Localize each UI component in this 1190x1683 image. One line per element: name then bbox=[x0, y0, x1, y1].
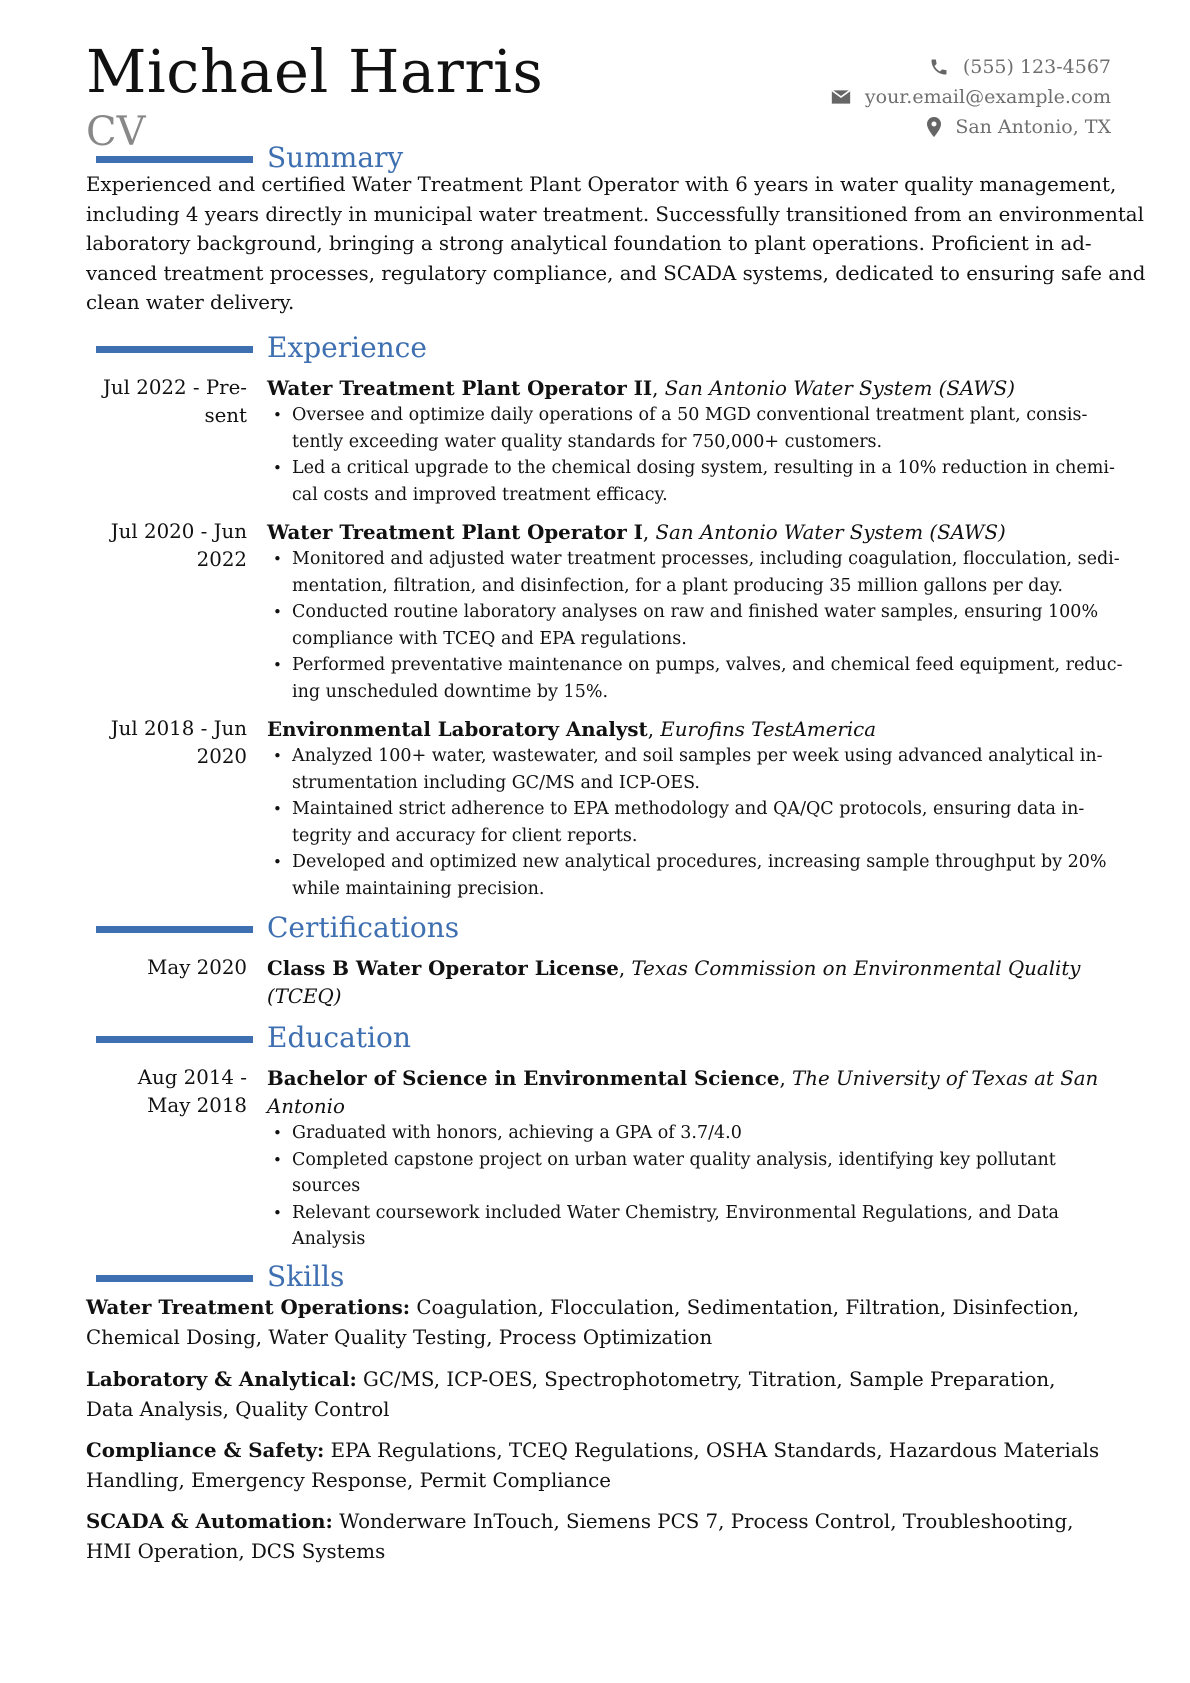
entry-date: Aug 2014 - May 2018 bbox=[137, 1066, 247, 1117]
certification-name: Class B Water Operator License bbox=[267, 956, 619, 980]
contact-email[interactable] bbox=[831, 82, 1111, 112]
school: The University of Texas at San bbox=[792, 1067, 1099, 1090]
section-skills bbox=[86, 1260, 1111, 1295]
list-item: • Oversee and optimize daily operations of a 50 MGD conventional treatment plant, consis- tently exceeding water quality standards for 750,000+ customers. bbox=[267, 402, 1115, 455]
job-title: Water Treatment Plant Operator II bbox=[267, 376, 653, 400]
summary-line: clean water delivery. bbox=[86, 291, 295, 314]
entry-bullets bbox=[267, 743, 1107, 902]
summary-line: including 4 years directly in municipal water treatment. Successfully transitioned from an environmental bbox=[86, 202, 1144, 226]
issuer: Texas Commission on Environmental Quality bbox=[631, 957, 1081, 980]
candidate-name: Michael Harris bbox=[86, 37, 544, 106]
list-item: • Graduated with honors, achieving a GPA of 3.7/4.0 bbox=[267, 1120, 1059, 1147]
section-certifications bbox=[86, 911, 1111, 946]
entry-bullets bbox=[267, 546, 1123, 705]
summary-line: laboratory background, bringing a strong analytical foundation to plant operations. Proficient in ad- bbox=[86, 232, 1092, 255]
entry-heading: Bachelor of Science in Environmental Science, The University of Texas at San Antonio bbox=[267, 1066, 1099, 1118]
contact-location bbox=[831, 112, 1111, 142]
job-title: Water Treatment Plant Operator I bbox=[267, 520, 643, 544]
map-marker-icon bbox=[927, 117, 941, 137]
skill-label: SCADA & Automation: bbox=[86, 1509, 333, 1533]
section-divider bbox=[96, 1036, 253, 1043]
summary-line: Experienced and certified Water Treatment Plant Operator with 6 years in water quality management, bbox=[86, 173, 1117, 196]
skill-values: Chemical Dosing, Water Quality Testing, Process Optimization bbox=[86, 1325, 713, 1349]
section-title: Certifications bbox=[267, 911, 460, 944]
document-type: CV bbox=[86, 109, 146, 155]
section-title: Summary bbox=[267, 141, 404, 174]
phone-text: (555) 123-4567 bbox=[962, 56, 1111, 78]
list-item: • Performed preventative maintenance on pumps, valves, and chemical feed equipment, reduc- ing unscheduled downtime by 15%. bbox=[267, 652, 1123, 705]
list-item: • Analyzed 100+ water, wastewater, and soil samples per week using advanced analytical in- strumentation including GC/MS and ICP-OES. bbox=[267, 743, 1107, 796]
section-divider bbox=[96, 156, 253, 163]
skill-values: GC/MS, ICP-OES, Spectrophotometry, Titration, Sample Preparation, bbox=[356, 1368, 1056, 1391]
summary-text bbox=[86, 170, 1146, 318]
skill-group bbox=[86, 1365, 1111, 1424]
email-text: your.email@example.com bbox=[864, 86, 1111, 108]
envelope-icon bbox=[831, 89, 851, 105]
job-title: Environmental Laboratory Analyst bbox=[267, 717, 648, 741]
skill-values: Coagulation, Flocculation, Sedimentation, Filtration, Disinfection, bbox=[410, 1296, 1080, 1319]
skill-values: EPA Regulations, TCEQ Regulations, OSHA Standards, Hazardous Materials bbox=[324, 1439, 1100, 1462]
skill-label: Laboratory & Analytical: bbox=[86, 1367, 357, 1391]
list-item: • Monitored and adjusted water treatment processes, including coagulation, flocculation, sedi- mentation, filtration, and disinfection, for a plant producing 35 million gallons per day. bbox=[267, 546, 1123, 599]
phone-icon bbox=[929, 57, 949, 77]
skill-group bbox=[86, 1507, 1111, 1566]
entry-bullets bbox=[267, 1120, 1059, 1253]
school: Antonio bbox=[267, 1095, 345, 1118]
section-title: Experience bbox=[267, 331, 427, 364]
issuer: (TCEQ) bbox=[267, 985, 342, 1008]
employer: San Antonio Water System (SAWS) bbox=[655, 521, 1006, 544]
section-title: Skills bbox=[267, 1260, 345, 1293]
skill-label: Compliance & Safety: bbox=[86, 1438, 325, 1462]
list-item: • Relevant coursework included Water Chemistry, Environmental Regulations, and Data Analysis bbox=[267, 1200, 1059, 1253]
entry-date: Jul 2020 - Jun 2022 bbox=[110, 520, 247, 571]
entry-heading: Water Treatment Plant Operator I, San Antonio Water System (SAWS) bbox=[267, 520, 1006, 544]
entry-heading: Water Treatment Plant Operator II, San Antonio Water System (SAWS) bbox=[267, 376, 1015, 400]
section-divider bbox=[96, 1275, 253, 1282]
employer: San Antonio Water System (SAWS) bbox=[664, 377, 1015, 400]
skill-values: Wonderware InTouch, Siemens PCS 7, Process Control, Troubleshooting, bbox=[332, 1510, 1074, 1533]
section-divider bbox=[96, 926, 253, 933]
location-text: San Antonio, TX bbox=[955, 116, 1111, 138]
list-item: • Conducted routine laboratory analyses on raw and finished water samples, ensuring 100% compliance with TCEQ and EPA regulations. bbox=[267, 599, 1123, 652]
skill-group bbox=[86, 1293, 1111, 1352]
employer: Eurofins TestAmerica bbox=[660, 718, 877, 741]
skill-values: Data Analysis, Quality Control bbox=[86, 1397, 390, 1421]
contact-phone[interactable] bbox=[831, 52, 1111, 82]
entry-date: Jul 2022 - Pre- sent bbox=[102, 376, 247, 427]
list-item: • Completed capstone project on urban water quality analysis, identifying key pollutant sources bbox=[267, 1147, 1059, 1200]
entry-bullets bbox=[267, 402, 1115, 508]
skill-label: Water Treatment Operations: bbox=[86, 1295, 411, 1319]
entry-heading: Class B Water Operator License, Texas Commission on Environmental Quality (TCEQ) bbox=[267, 956, 1081, 1008]
list-item: • Maintained strict adherence to EPA methodology and QA/QC protocols, ensuring data in- tegrity and accuracy for client reports. bbox=[267, 796, 1107, 849]
entry-date: Jul 2018 - Jun 2020 bbox=[110, 717, 247, 768]
section-experience bbox=[86, 331, 1111, 366]
summary-line: vanced treatment processes, regulatory compliance, and SCADA systems, dedicated to ensuring safe and bbox=[86, 261, 1146, 285]
skill-values: Handling, Emergency Response, Permit Compliance bbox=[86, 1468, 611, 1492]
list-item: • Developed and optimized new analytical procedures, increasing sample throughput by 20% while maintaining precision. bbox=[267, 849, 1107, 902]
skill-values: HMI Operation, DCS Systems bbox=[86, 1539, 386, 1563]
contact-info bbox=[831, 52, 1111, 142]
section-divider bbox=[96, 346, 253, 353]
skill-group bbox=[86, 1436, 1111, 1495]
entry-date: May 2020 bbox=[147, 956, 247, 979]
list-item: • Led a critical upgrade to the chemical dosing system, resulting in a 10% reduction in chemi- cal costs and improved treatment efficacy. bbox=[267, 455, 1115, 508]
degree: Bachelor of Science in Environmental Science bbox=[267, 1066, 780, 1090]
section-title: Education bbox=[267, 1021, 411, 1054]
entry-heading: Environmental Laboratory Analyst, Eurofins TestAmerica bbox=[267, 717, 877, 741]
cv-page bbox=[86, 0, 1146, 1683]
section-education bbox=[86, 1021, 1111, 1056]
